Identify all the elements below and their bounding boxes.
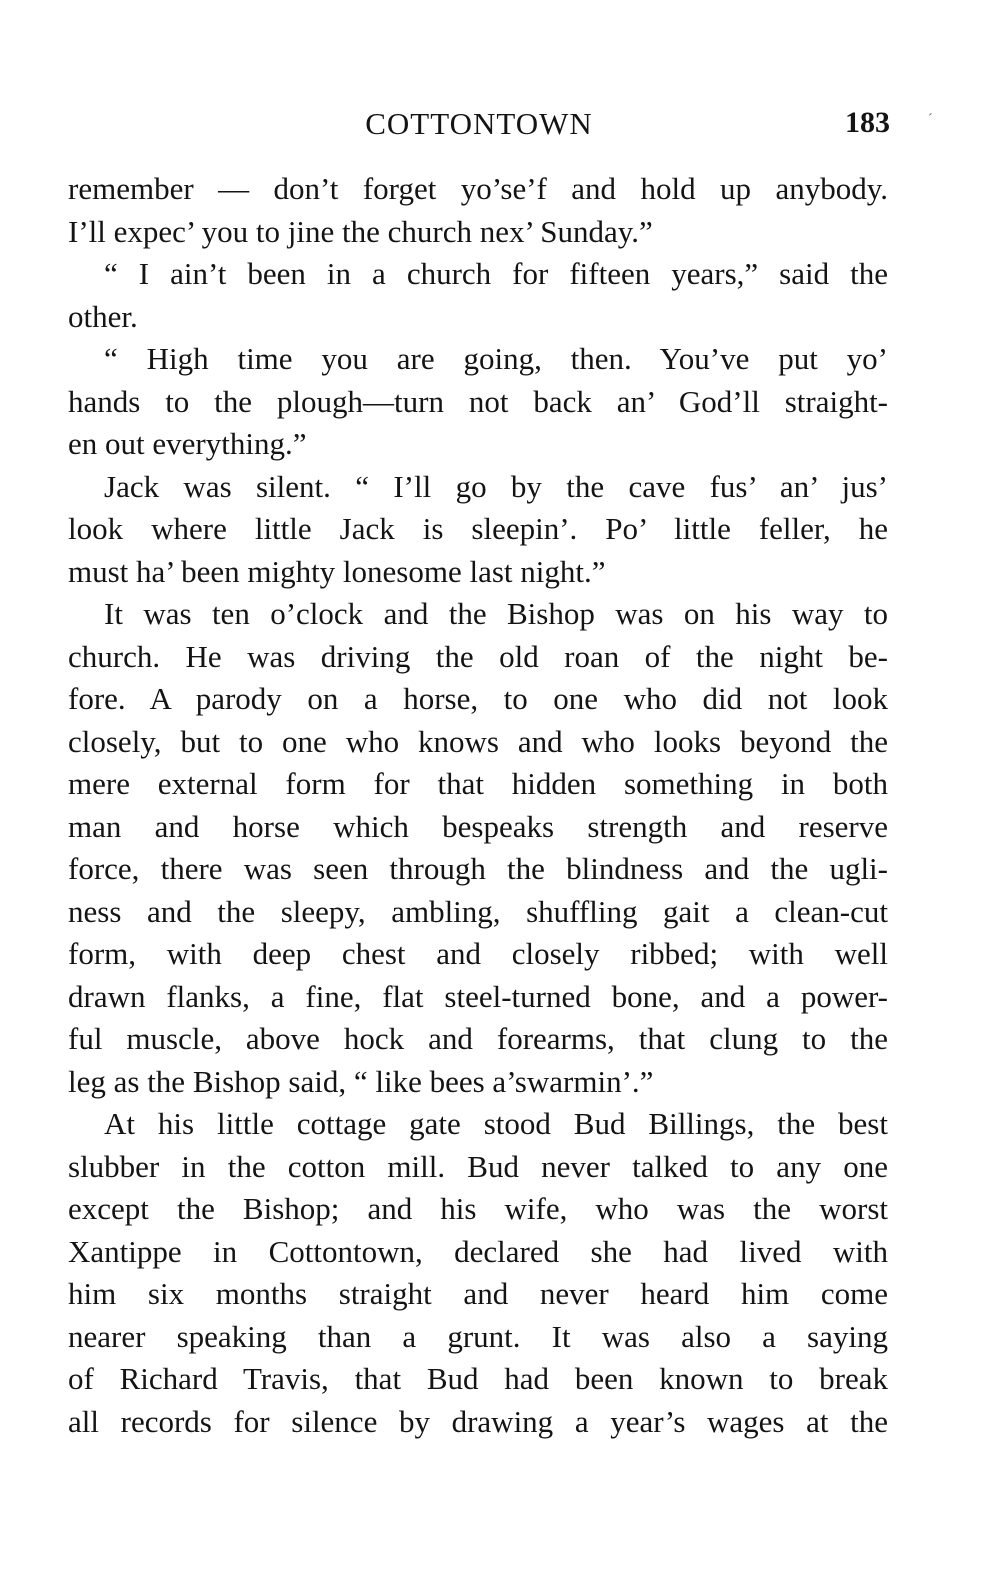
running-title: COTTONTOWN — [365, 106, 593, 141]
text-line: form, with deep chest and closely ribbed; with well — [68, 936, 888, 971]
text-line: “ High time you are going, then. You’ve put yo’ — [104, 341, 888, 376]
text-line: At his little cottage gate stood Bud Billings, the best — [104, 1106, 888, 1141]
text-line: must ha’ been mighty lonesome last night.” — [68, 553, 606, 589]
text-line: him six months straight and never heard him come — [68, 1276, 888, 1311]
text-line: ness and the sleepy, ambling, shuffling gait a clean-cut — [68, 893, 888, 929]
text-line: “ I ain’t been in a church for fifteen years,” said the — [104, 256, 888, 291]
text-line: other. — [68, 298, 138, 334]
text-line: Jack was silent. “ I’ll go by the cave fus’ an’ jus’ — [104, 468, 888, 504]
text-line: leg as the Bishop said, “ like bees a’swarmin’.” — [68, 1063, 654, 1099]
text-line: closely, but to one who knows and who looks beyond the — [68, 723, 888, 759]
text-line: mere external form for that hidden something in both — [68, 766, 888, 801]
text-line: slubber in the cotton mill. Bud never talked to any one — [68, 1148, 888, 1184]
scan-speck: ´ — [928, 112, 933, 127]
text-line: It was ten o’clock and the Bishop was on his way to — [104, 596, 888, 631]
text-line: look where little Jack is sleepin’. Po’ little feller, he — [68, 511, 888, 546]
page-number: 183 — [845, 106, 890, 139]
text-line: I’ll expec’ you to jine the church nex’ Sunday.” — [68, 213, 653, 249]
body-text — [68, 168, 888, 1443]
text-line: hands to the plough—turn not back an’ God’ll straight- — [68, 383, 888, 419]
text-line: nearer speaking than a grunt. It was also a saying — [68, 1318, 888, 1354]
text-line: all records for silence by drawing a year’s wages at the — [68, 1403, 888, 1439]
text-line: force, there was seen through the blindness and the ugli- — [68, 851, 888, 886]
text-line: en out everything.” — [68, 426, 307, 461]
text-line: man and horse which bespeaks strength and reserve — [68, 808, 888, 844]
running-header — [68, 106, 890, 156]
text-line: drawn flanks, a fine, flat steel-turned bone, and a power- — [68, 978, 888, 1014]
text-line: fore. A parody on a horse, to one who did not look — [68, 681, 888, 716]
text-line: remember — don’t forget yo’se’f and hold up anybody. — [68, 171, 888, 206]
text-line: Xantippe in Cottontown, declared she had lived with — [68, 1233, 888, 1269]
text-line: except the Bishop; and his wife, who was the worst — [68, 1191, 888, 1226]
text-line: of Richard Travis, that Bud had been known to break — [68, 1361, 888, 1396]
text-line: ful muscle, above hock and forearms, that clung to the — [68, 1021, 888, 1056]
text-line: church. He was driving the old roan of the night be- — [68, 638, 888, 674]
